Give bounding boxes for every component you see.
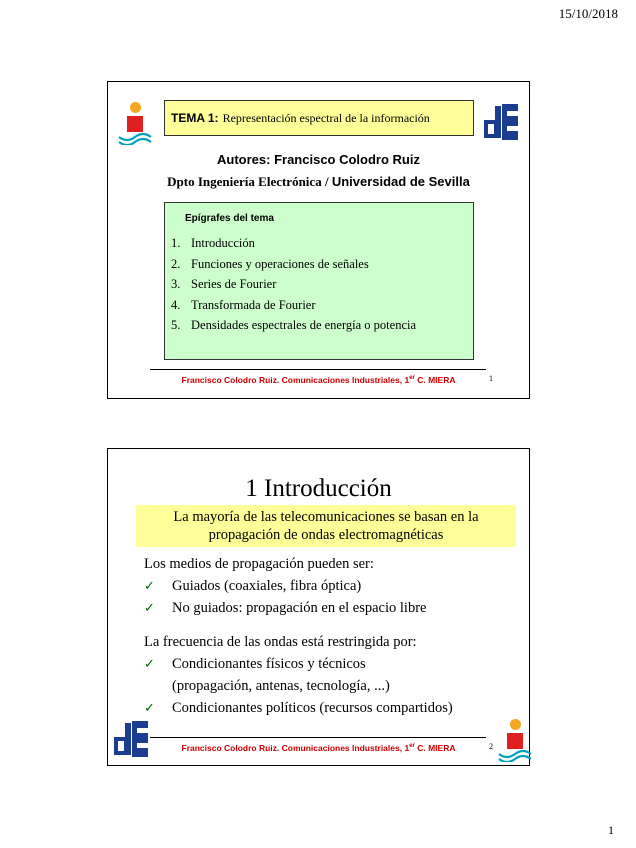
slide-footer: Francisco Colodro Ruiz. Comunicaciones Industriales, 1er C. MIERA (181, 375, 456, 385)
highlight-line-2: propagación de ondas electromagnéticas (208, 527, 444, 543)
slide-number: 1 (489, 374, 493, 383)
intro-text: Los medios de propagación pueden ser: (144, 556, 374, 572)
highlight-line-1: La mayoría de las telecomunicaciones se basan en la (173, 509, 479, 525)
slide-1 (107, 81, 530, 399)
list-item: 4. Transformada de Fourier (171, 297, 316, 312)
intro-text: La frecuencia de las ondas está restringida por: (144, 634, 417, 650)
slide-footer: Francisco Colodro Ruiz. Comunicaciones Industriales, 1er C. MIERA (181, 743, 456, 753)
topics-box (164, 202, 474, 360)
page-number: 1 (608, 823, 614, 837)
department-logo-icon (112, 719, 152, 763)
slide-body (144, 553, 453, 719)
list-item: 3. Series de Fourier (171, 277, 277, 291)
list-item: ✓ Condicionantes físicos y técnicos (144, 653, 453, 675)
university-logo-icon (498, 719, 532, 763)
department: Dpto Ingeniería Electrónica / (167, 174, 329, 189)
list-item: 5. Densidades espectrales de energía o potencia (171, 318, 417, 332)
topics-heading: Epígrafes del tema (185, 213, 274, 224)
list-item: 2. Funciones y operaciones de señales (171, 256, 369, 271)
slide-number: 2 (489, 742, 493, 751)
check-icon: ✓ (144, 701, 155, 716)
list-item-continuation: (propagación, antenas, tecnología, ...) (172, 678, 390, 694)
department-logo-icon (482, 102, 522, 146)
footer-divider (150, 369, 486, 370)
department-line (108, 174, 529, 190)
list-item: ✓ Guiados (coaxiales, fibra óptica) (144, 575, 453, 597)
slide-2 (107, 448, 530, 766)
check-icon: ✓ (144, 601, 155, 616)
print-date: 15/10/2018 (558, 6, 618, 21)
university-logo-icon (118, 102, 152, 146)
list-item: ✓ No guiados: propagación en el espacio libre (144, 597, 453, 619)
list-item: 1. Introducción (171, 236, 255, 250)
highlight-box (136, 505, 516, 547)
title-label: TEMA 1: (171, 111, 219, 125)
slide-title: 1 Introducción (245, 475, 392, 502)
check-icon: ✓ (144, 579, 155, 594)
list-item: ✓ Condicionantes políticos (recursos compartidos) (144, 697, 453, 719)
slide-title-box (164, 100, 474, 136)
footer-divider (150, 737, 486, 738)
check-icon: ✓ (144, 657, 155, 672)
university: Universidad de Sevilla (331, 174, 470, 189)
title-text: Representación espectral de la información (222, 110, 430, 125)
topics-list (171, 233, 416, 336)
authors: Autores: Francisco Colodro Ruiz (217, 152, 420, 167)
